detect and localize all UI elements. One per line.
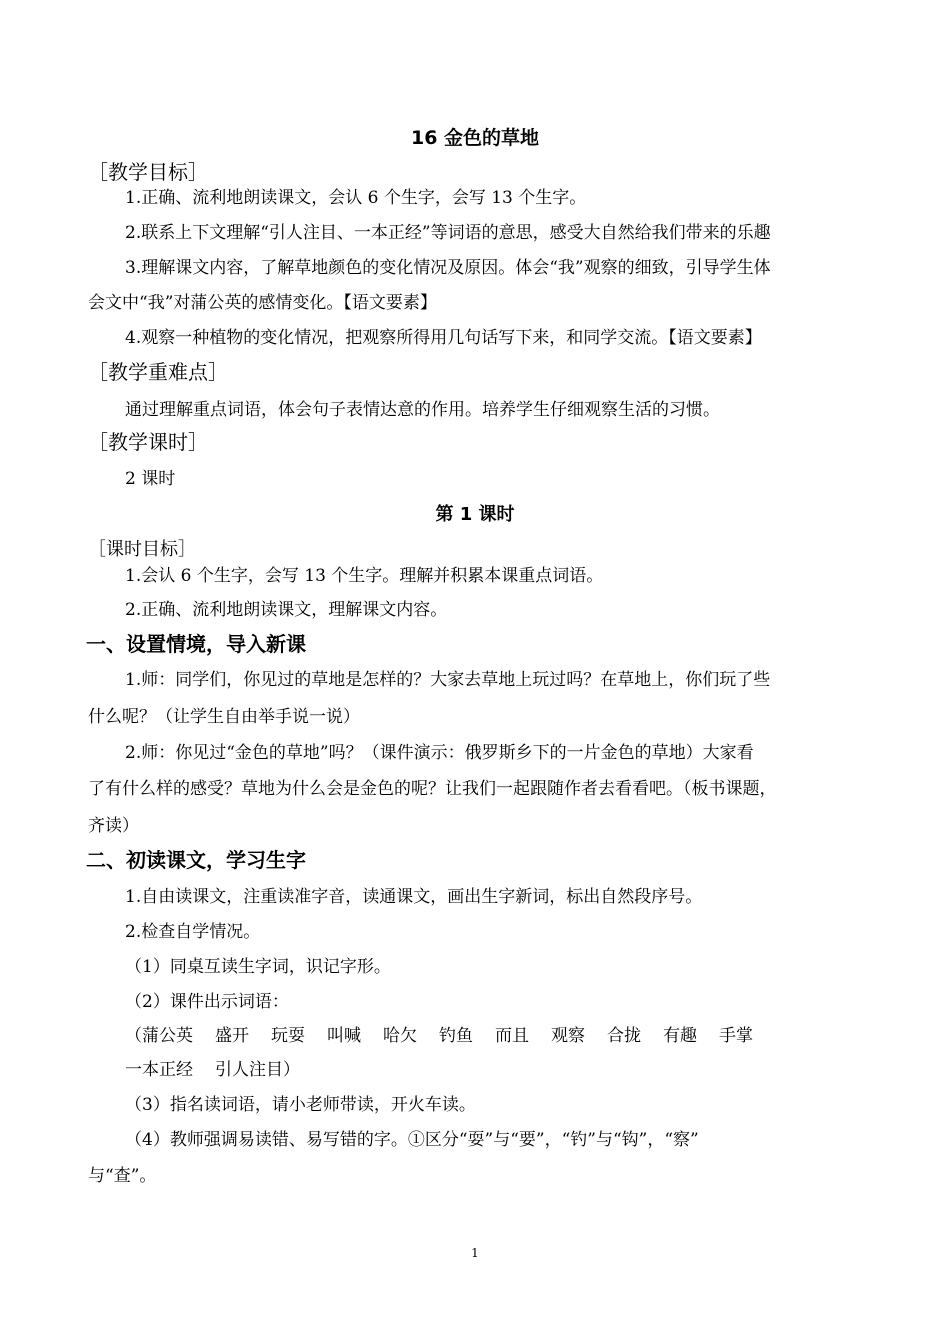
section-2-line-7: 与“查”。 bbox=[88, 1166, 157, 1186]
section-2-line-2: 2.检查自学情况。 bbox=[125, 922, 261, 942]
goals-heading: ［教学目标］ bbox=[88, 160, 208, 184]
lesson-goal-1: 1.会认 6 个生字，会写 13 个生字。理解并积累本课重点词语。 bbox=[125, 566, 604, 586]
word-list-row-1 bbox=[125, 1024, 775, 1048]
section-1-line-1: 1.师：同学们，你见过的草地是怎样的？大家去草地上玩过吗？在草地上，你们玩了些 bbox=[125, 670, 771, 690]
word-item: 钓鱼 bbox=[439, 1026, 473, 1046]
section-1-line-3: 2.师：你见过“金色的草地”吗？（课件演示：俄罗斯乡下的一片金色的草地）大家看 bbox=[125, 743, 754, 763]
hours-heading: ［教学课时］ bbox=[88, 430, 208, 454]
word-item: 有趣 bbox=[663, 1026, 697, 1046]
section-2-line-6: （4）教师强调易读错、易写错的字。①区分“耍”与“要”，“钓”与“钩”，“察” bbox=[125, 1130, 699, 1150]
word-item: 盛开 bbox=[215, 1026, 249, 1046]
hours-text: 2 课时 bbox=[125, 469, 176, 489]
section-2-heading: 二、初读课文，学习生字 bbox=[86, 848, 306, 872]
word-item: 叫喊 bbox=[327, 1026, 361, 1046]
goal-line-2: 2.联系上下文理解“引人注目、一本正经”等词语的意思，感受大自然给我们带来的乐趣 bbox=[125, 223, 771, 243]
key-points-text: 通过理解重点词语，体会句子表情达意的作用。培养学生仔细观察生活的习惯。 bbox=[125, 400, 720, 420]
section-2-line-5: （3）指名读词语，请小老师带读，开火车读。 bbox=[125, 1095, 476, 1115]
word-list-row-2 bbox=[125, 1058, 322, 1082]
goal-line-3-cont: 会文中“我”对蒲公英的感情变化。【语文要素】 bbox=[88, 293, 437, 313]
section-1-line-4: 了有什么样的感受？草地为什么会是金色的呢？让我们一起跟随作者去看看吧。（板书课题， bbox=[88, 779, 777, 799]
word-item: 合拢 bbox=[607, 1026, 641, 1046]
word-item: 引人注目） bbox=[215, 1060, 300, 1080]
section-1-line-2: 什么呢？（让学生自由举手说一说） bbox=[88, 707, 360, 727]
lesson-title: 第 1 课时 bbox=[435, 504, 515, 525]
section-2-line-1: 1.自由读课文，注重读准字音，读通课文，画出生字新词，标出自然段序号。 bbox=[125, 887, 703, 907]
word-item: （蒲公英 bbox=[125, 1026, 193, 1046]
section-1-heading: 一、设置情境，导入新课 bbox=[86, 632, 306, 656]
section-2-line-4: （2）课件出示词语： bbox=[125, 992, 289, 1012]
page-number: 1 bbox=[471, 1246, 479, 1260]
word-item: 观察 bbox=[551, 1026, 585, 1046]
goal-line-4: 4.观察一种植物的变化情况，把观察所得用几句话写下来，和同学交流。【语文要素】 bbox=[125, 328, 762, 348]
lesson-goal-2: 2.正确、流利地朗读课文，理解课文内容。 bbox=[125, 600, 448, 620]
word-item: 哈欠 bbox=[383, 1026, 417, 1046]
page-title: 16 金色的草地 bbox=[410, 127, 540, 149]
word-item: 手掌 bbox=[719, 1026, 753, 1046]
word-item: 一本正经 bbox=[125, 1060, 193, 1080]
key-points-heading: ［教学重难点］ bbox=[88, 360, 228, 384]
word-item: 而且 bbox=[495, 1026, 529, 1046]
goal-line-3: 3.理解课文内容，了解草地颜色的变化情况及原因。体会“我”观察的细致，引导学生体 bbox=[125, 258, 771, 278]
lesson-goals-heading: ［课时目标］ bbox=[88, 539, 196, 560]
section-2-line-3: （1）同桌互读生字词，识记字形。 bbox=[125, 957, 391, 977]
goal-line-1: 1.正确、流利地朗读课文，会认 6 个生字，会写 13 个生字。 bbox=[125, 188, 587, 208]
word-item: 玩耍 bbox=[271, 1026, 305, 1046]
section-1-line-5: 齐读） bbox=[88, 816, 139, 836]
